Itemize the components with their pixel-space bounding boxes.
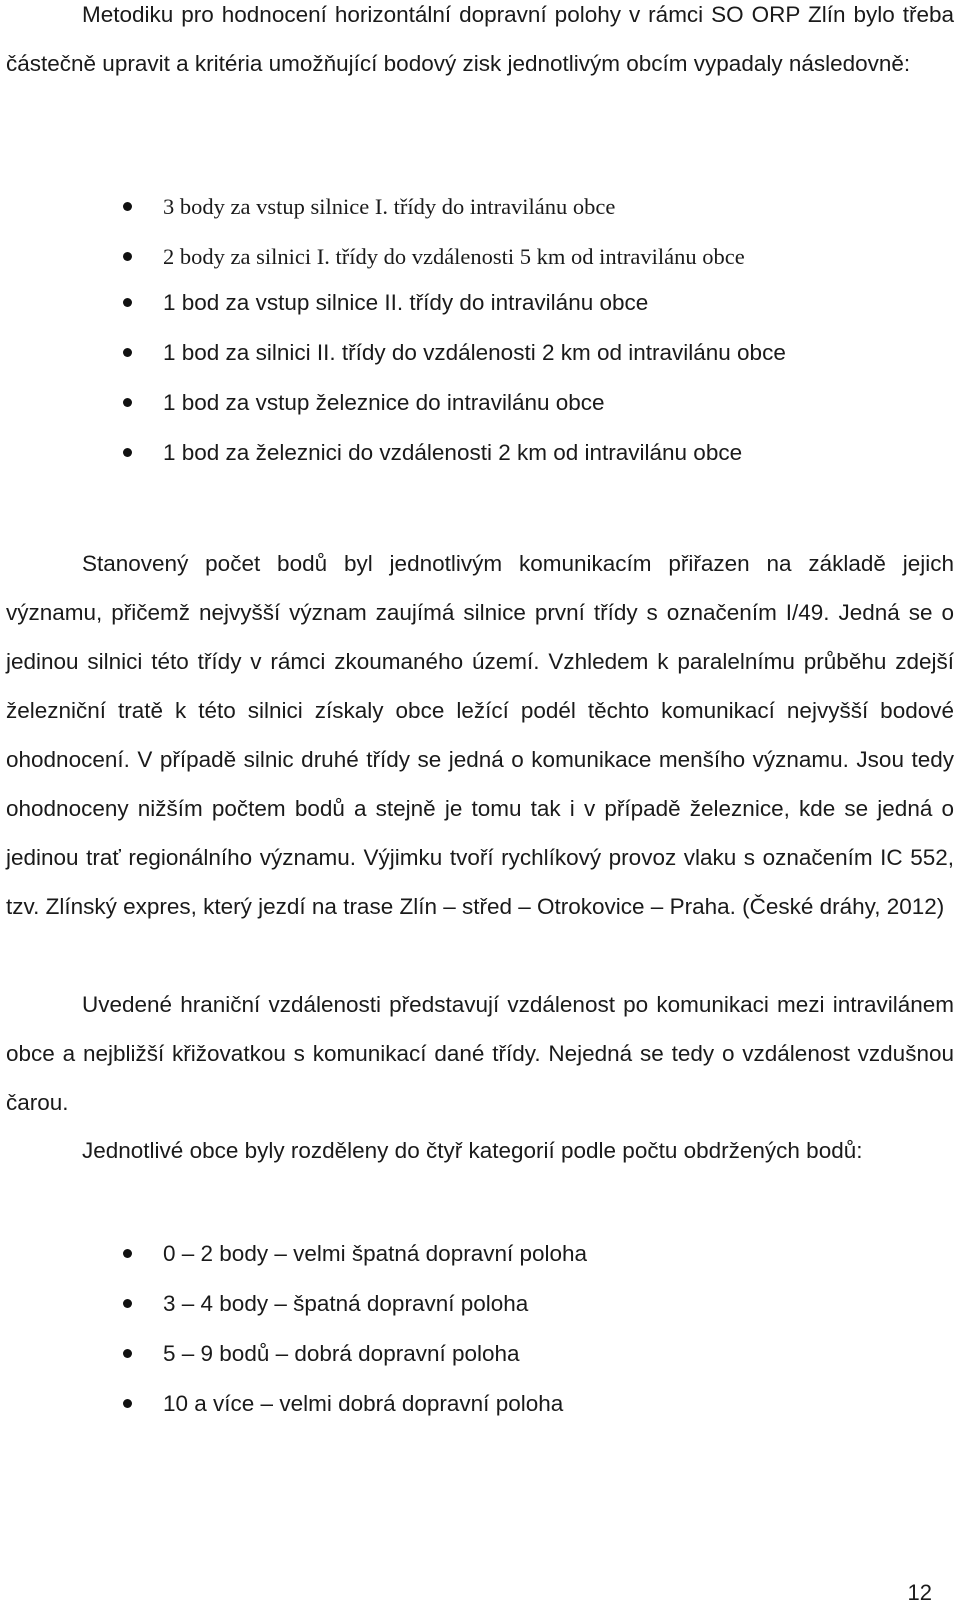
distance-paragraph: Uvedené hraniční vzdálenosti představují vzdálenost po komunikaci mezi intravilánem obce a nejbližší křižovatkou s komunikací dané třídy. Nejedná se tedy o vzdálenost vzdušnou čarou. xyxy=(6,992,954,1115)
list-item-text: 3 – 4 body – špatná dopravní poloha xyxy=(163,1291,529,1316)
list-item-text: 5 – 9 bodů – dobrá dopravní poloha xyxy=(163,1341,520,1366)
bullet-icon xyxy=(123,1249,132,1258)
criteria-list-continued xyxy=(0,278,960,478)
list-item xyxy=(0,1279,960,1329)
bullet-icon xyxy=(123,398,132,407)
list-item xyxy=(0,1329,960,1379)
bullet-icon xyxy=(123,1399,132,1408)
list-item-text: 0 – 2 body – velmi špatná dopravní poloha xyxy=(163,1241,588,1266)
intro-paragraph: Metodiku pro hodnocení horizontální dopravní polohy v rámci SO ORP Zlín bylo třeba částečně upravit a kritéria umožňující bodový zisk jednotlivým obcím vypadaly následovně: xyxy=(6,2,954,76)
page-number: 12 xyxy=(907,1580,932,1605)
list-item xyxy=(0,328,960,378)
categories-paragraph: Jednotlivé obce byly rozděleny do čtyř kategorií podle počtu obdržených bodů: xyxy=(82,1138,863,1163)
list-item-text: 1 bod za železnici do vzdálenosti 2 km od intravilánu obce xyxy=(163,440,743,465)
list-item-text: 10 a více – velmi dobrá dopravní poloha xyxy=(163,1391,564,1416)
list-item xyxy=(0,232,960,282)
bullet-icon xyxy=(123,1299,132,1308)
bullet-icon xyxy=(123,202,132,211)
list-item xyxy=(0,278,960,328)
bullet-icon xyxy=(123,348,132,357)
list-item-text: 2 body za silnici I. třídy do vzdálenosti 5 km od intravilánu obce xyxy=(163,244,745,269)
list-item-text: 1 bod za silnici II. třídy do vzdálenosti 2 km od intravilánu obce xyxy=(163,340,786,365)
bullet-icon xyxy=(123,448,132,457)
list-item xyxy=(0,182,960,232)
criteria-list xyxy=(0,182,960,282)
list-item xyxy=(0,428,960,478)
categories-list xyxy=(0,1229,960,1429)
points-paragraph: Stanovený počet bodů byl jednotlivým komunikacím přiřazen na základě jejich významu, přičemž nejvyšší význam zaujímá silnice první třídy s označením I/49. Jedná se o jedinou silnici této třídy v rámci zkoumaného území. Vzhledem k paralelnímu průběhu zdejší železniční tratě k této silnici získaly obce ležící podél těchto komunikací nejvyšší bodové ohodnocení. V případě silnic druhé třídy se jedná o komunikace menšího významu. Jsou tedy ohodnoceny nižším počtem bodů a stejně je tomu tak i v případě železnice, kde se jedná o jedinou trať regionálního významu. Výjimku tvoří rychlíkový provoz vlaku s označením IC 552, tzv. Zlínský expres, který jezdí na trase Zlín – střed – Otrokovice – Praha. (České dráhy, 2012) xyxy=(6,551,954,919)
list-item-text: 1 bod za vstup železnice do intravilánu obce xyxy=(163,390,605,415)
bullet-icon xyxy=(123,252,132,261)
list-item xyxy=(0,378,960,428)
bullet-icon xyxy=(123,1349,132,1358)
bullet-icon xyxy=(123,298,132,307)
list-item-text: 1 bod za vstup silnice II. třídy do intravilánu obce xyxy=(163,290,649,315)
list-item-text: 3 body za vstup silnice I. třídy do intravilánu obce xyxy=(163,194,616,219)
list-item xyxy=(0,1229,960,1279)
list-item xyxy=(0,1379,960,1429)
